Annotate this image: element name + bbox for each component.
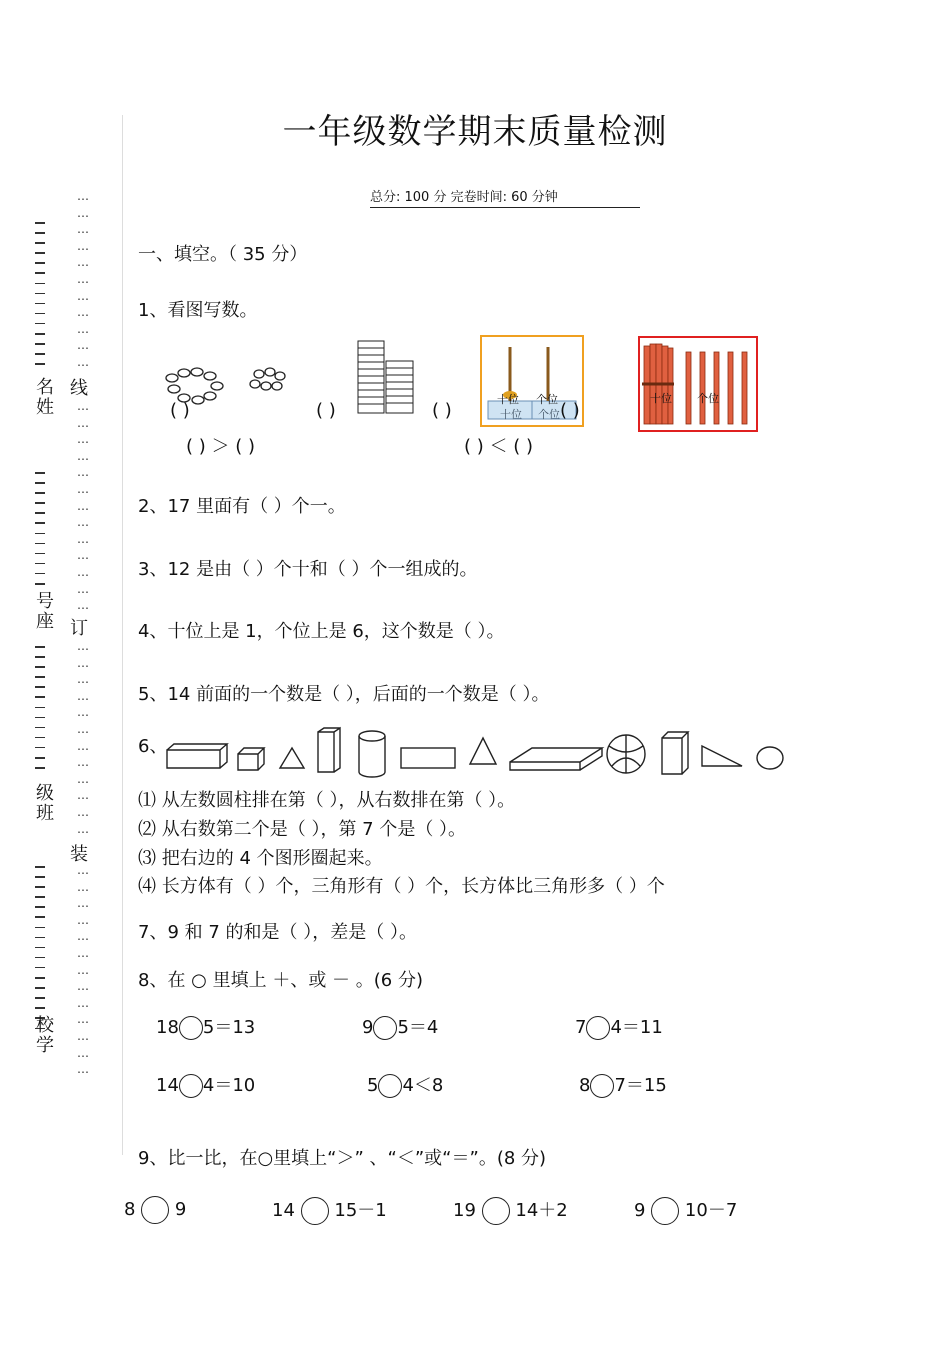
field-name: 名姓 <box>36 377 54 418</box>
abacus-tens-label: 十位 <box>497 393 519 406</box>
section-1-heading: 一、填空。（ 35 分） <box>138 244 308 265</box>
answer-circle[interactable] <box>590 1074 614 1098</box>
q1-answer-blank-4[interactable]: ( ) <box>560 400 580 421</box>
field-class: 级班 <box>36 783 54 824</box>
q4-text: 4、十位上是 1，个位上是 6，这个数是（ ）。 <box>138 621 505 642</box>
q6-sub-3: ⑶ 把右边的 4 个图形圈起来。 <box>138 848 383 869</box>
answer-circle[interactable] <box>378 1074 402 1098</box>
q8-item-2: 9 5＝4 <box>362 1017 439 1038</box>
q1-answer-blank-2[interactable]: ( ) <box>316 400 336 421</box>
binding-label-line: 线 <box>70 378 88 399</box>
binding-dots-mid1: … … … … … … … … … … … … … <box>77 399 89 613</box>
q9-item-3: 19 14＋2 <box>453 1196 568 1225</box>
binding-dots-bottom: … … … … … … … … … … … … … <box>77 863 89 1077</box>
class-underline <box>35 646 45 777</box>
q6-sub-2: ⑵ 从右数第二个是（ ），第 7 个是（ ）。 <box>138 819 467 840</box>
q5-text: 5、14 前面的一个数是（ ），后面的一个数是（ ）。 <box>138 684 550 705</box>
answer-circle[interactable] <box>179 1074 203 1098</box>
answer-circle[interactable] <box>179 1016 203 1040</box>
abacus-ones-cell: 个位 <box>538 408 560 421</box>
answer-circle[interactable] <box>651 1197 679 1225</box>
q9-item-2: 14 15－1 <box>272 1196 387 1225</box>
name-underline <box>35 222 45 373</box>
binding-label-pack: 装 <box>70 844 88 865</box>
school-underline <box>35 866 45 1038</box>
answer-circle[interactable] <box>482 1197 510 1225</box>
answer-circle[interactable] <box>586 1016 610 1040</box>
q2-text: 2、17 里面有（ ）个一。 <box>138 496 346 517</box>
answer-circle[interactable] <box>141 1196 169 1224</box>
sticks-ones-label: 个位 <box>697 392 719 405</box>
q6-sub-4: ⑷ 长方体有（ ）个，三角形有（ ）个，长方体比三角形多（ ）个 <box>138 876 665 897</box>
q8-item-4: 14 4＝10 <box>156 1075 256 1096</box>
q8-item-5: 5 4＜8 <box>367 1075 444 1096</box>
shapes-row <box>160 724 800 778</box>
answer-circle[interactable] <box>373 1016 397 1040</box>
q9-item-4: 9 10－7 <box>634 1196 737 1225</box>
field-seat: 号座 <box>36 591 54 632</box>
q1-answer-blank-3[interactable]: ( ) <box>432 400 452 421</box>
margin-line <box>122 115 123 1155</box>
seat-underline <box>35 472 45 593</box>
q3-text: 3、12 是由（ ）个十和（ ）个一组成的。 <box>138 559 478 580</box>
q8-item-3: 7 4＝11 <box>575 1017 663 1038</box>
sticks-tens-label: 十位 <box>650 392 672 405</box>
q1-compare-lt[interactable]: ( ) ＜ ( ) <box>464 436 533 457</box>
binding-dots-top: … … … … … … … … … … … <box>77 189 89 369</box>
q9-item-1: 8 9 <box>124 1196 186 1224</box>
blocks-picture <box>356 340 418 416</box>
q8-item-6: 8 7＝15 <box>579 1075 667 1096</box>
sticks-picture <box>638 336 758 432</box>
binding-dots-mid2: … … … … … … … … … … … … <box>77 639 89 836</box>
q1-compare-gt[interactable]: ( ) ＞ ( ) <box>186 436 255 457</box>
abacus-tens-cell: 十位 <box>500 408 522 421</box>
abacus-ones-label: 个位 <box>536 393 558 406</box>
q8-item-1: 18 5＝13 <box>156 1017 256 1038</box>
q1-label: 1、看图写数。 <box>138 300 258 321</box>
q1-answer-blank-1[interactable]: ( ) <box>170 400 190 421</box>
exam-meta: 总分: 100 分 完卷时间: 60 分钟 <box>370 186 640 208</box>
page-title: 一年级数学期末质量检测 <box>282 112 668 152</box>
q7-text: 7、9 和 7 的和是（ ），差是（ ）。 <box>138 922 417 943</box>
answer-circle[interactable] <box>301 1197 329 1225</box>
q6-label: 6、 <box>138 736 168 757</box>
q9-label: 9、比一比，在○里填上“＞” 、“＜”或“＝”。(8 分) <box>138 1148 547 1169</box>
q6-sub-1: ⑴ 从左数圆柱排在第（ ），从右数排在第（ ）。 <box>138 790 516 811</box>
field-school: 校学 <box>36 1015 54 1056</box>
binding-label-bind: 订 <box>70 618 88 639</box>
q8-label: 8、在 ○ 里填上 ＋、或 － 。(6 分) <box>138 970 423 991</box>
